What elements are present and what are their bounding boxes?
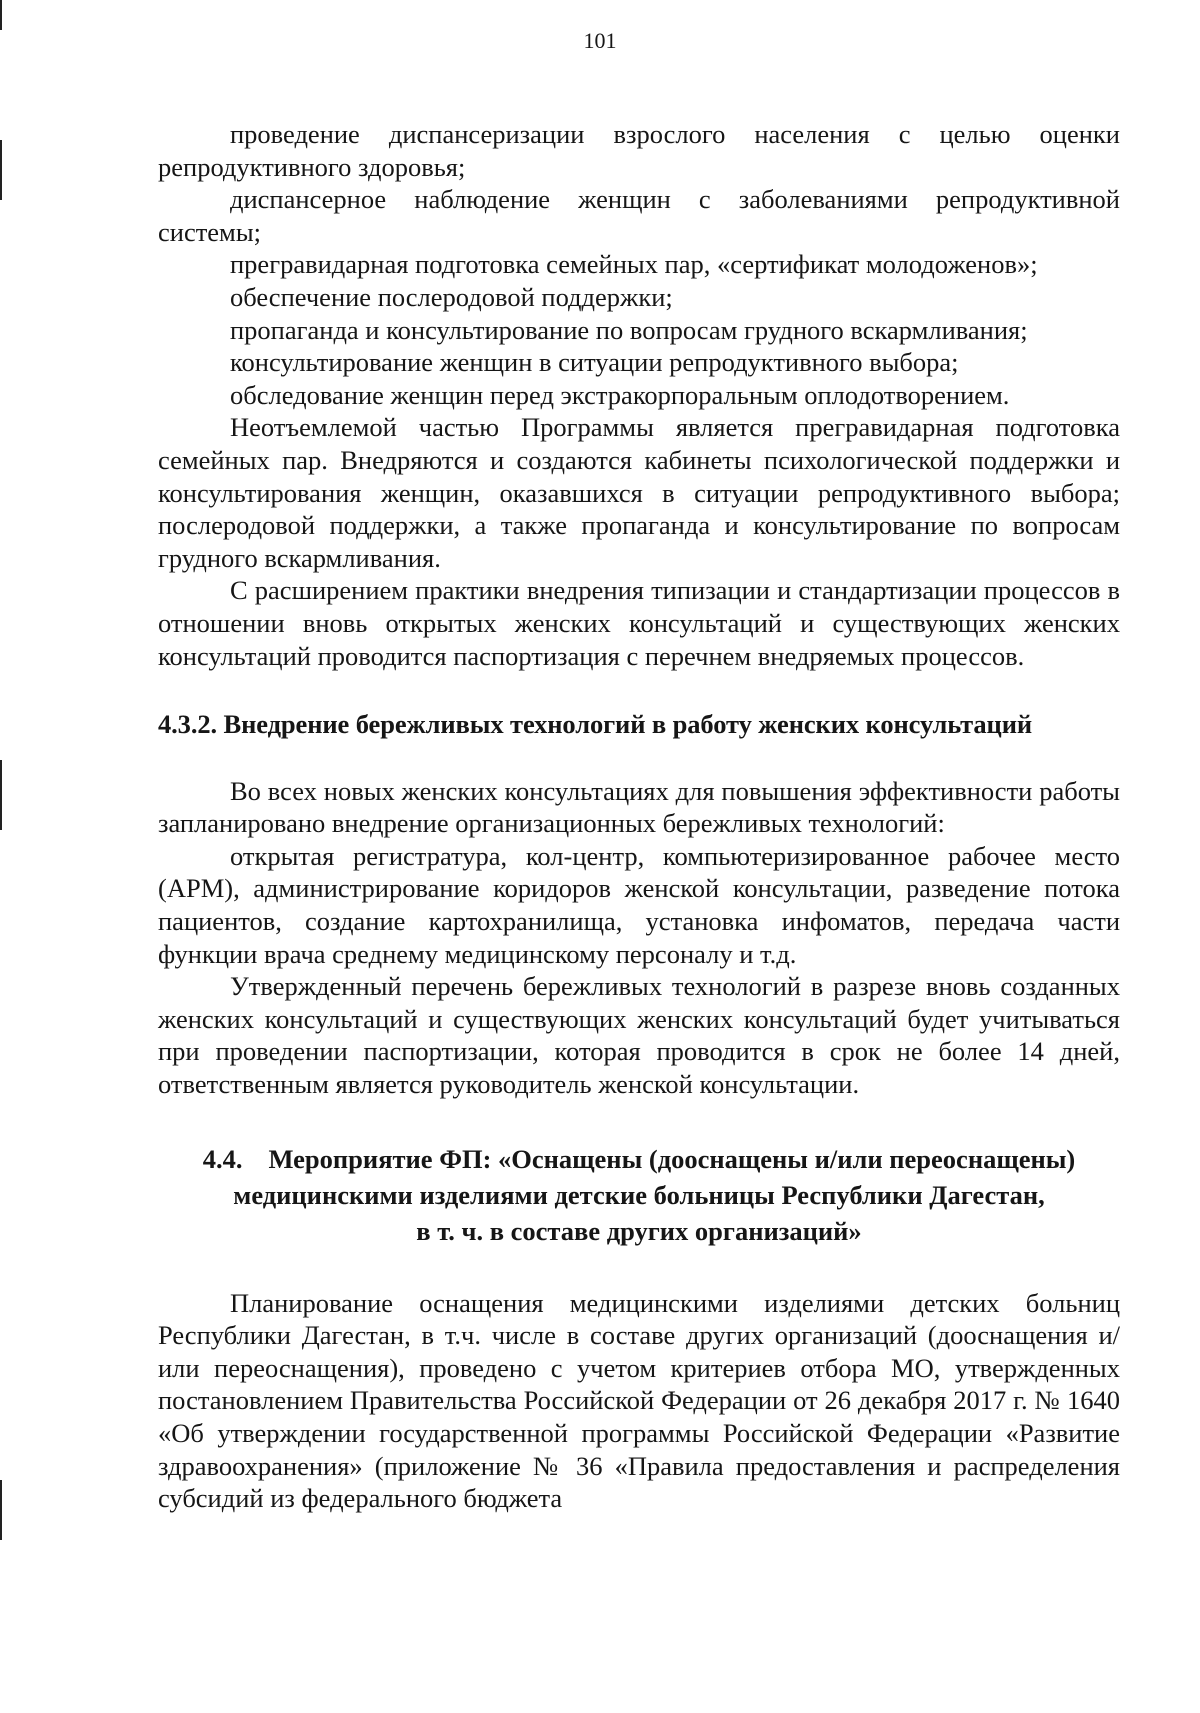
paragraph: проведение диспансеризации взрослого населения с целью оценки репродуктивного здоровья; [158,119,1120,182]
document-body [158,118,1120,1515]
heading-line: в т. ч. в составе других организаций» [416,1215,862,1246]
paragraph: Во всех новых женских консультациях для повышения эффективности работы запланировано внедрение организационных бережливых технологий: [158,775,1120,839]
paragraph: диспансерное наблюдение женщин с заболеваниями репродуктивной системы; [158,184,1120,247]
section-4-3-2-body [158,775,1120,1101]
paragraph: обследование женщин перед экстракорпоральным оплодотворением. [230,379,1010,410]
paragraph: обеспечение послеродовой поддержки; [230,281,673,312]
section-heading-4-4 [158,1141,1120,1249]
scan-edge-mark [0,1480,2,1540]
section-number: 4.4. [202,1143,243,1174]
heading-line [158,1141,1120,1177]
scan-edge-mark [0,0,2,30]
top-paragraphs [158,118,1120,672]
scan-edge-mark [0,760,2,830]
section-heading-4-3-2: 4.3.2. Внедрение бережливых технологий в работу женских консультаций [158,709,1033,740]
paragraph: Планирование оснащения медицинскими изделиями детских больниц Республики Дагестан, в т.ч. числе в составе других организаций (дооснащения и/или переоснащения), проведено с учетом критериев отбора МО, утвержденных постановлением Правительства Российской Федерации от 26 декабря 2017 г. № 1640 «Об утверждении государственной программы Российской Федерации «Развитие здравоохранения» (приложение № 36 «Правила предоставления и распределения субсидий из федерального бюджета [158,1287,1120,1514]
paragraph: прегравидарная подготовка семейных пар, «сертификат молодоженов»; [230,249,1038,280]
heading-line: медицинскими изделиями детские больницы Республики Дагестан, [233,1179,1045,1210]
paragraph: Неотъемлемой частью Программы является прегравидарная подготовка семейных пар. Внедряются и создаются кабинеты психологической поддержки и консультирования женщин, оказавшихся в ситуации репродуктивного выбора; послеродовой поддержки, а также пропаганда и консультирование по вопросам грудного вскармливания. [158,412,1120,573]
page-number: 101 [583,28,617,53]
paragraph: пропаганда и консультирование по вопросам грудного вскармливания; [230,314,1028,345]
scan-edge-mark [0,140,2,200]
paragraph: Утвержденный перечень бережливых технологий в разрезе вновь созданных женских консультаций и существующих женских консультаций будет учитываться при проведении паспортизации, которая проводится в срок не более 14 дней, ответственным является руководитель женской консультации. [158,971,1120,1100]
paragraph: консультирование женщин в ситуации репродуктивного выбора; [230,347,959,378]
paragraph: С расширением практики внедрения типизации и стандартизации процессов в отношении вновь открытых женских консультаций и существующих женских консультаций проводится паспортизация с перечнем внедряемых процессов. [158,575,1120,671]
heading-text: Мероприятие ФП: «Оснащены (дооснащены и/или переоснащены) [268,1143,1076,1174]
paragraph: открытая регистратура, кол-центр, компьютеризированное рабочее место (АРМ), администрирование коридоров женской консультации, разведение потока пациентов, создание картохранилища, установка инфоматов, передача части функции врача среднему медицинскому персоналу и т.д. [158,840,1120,969]
